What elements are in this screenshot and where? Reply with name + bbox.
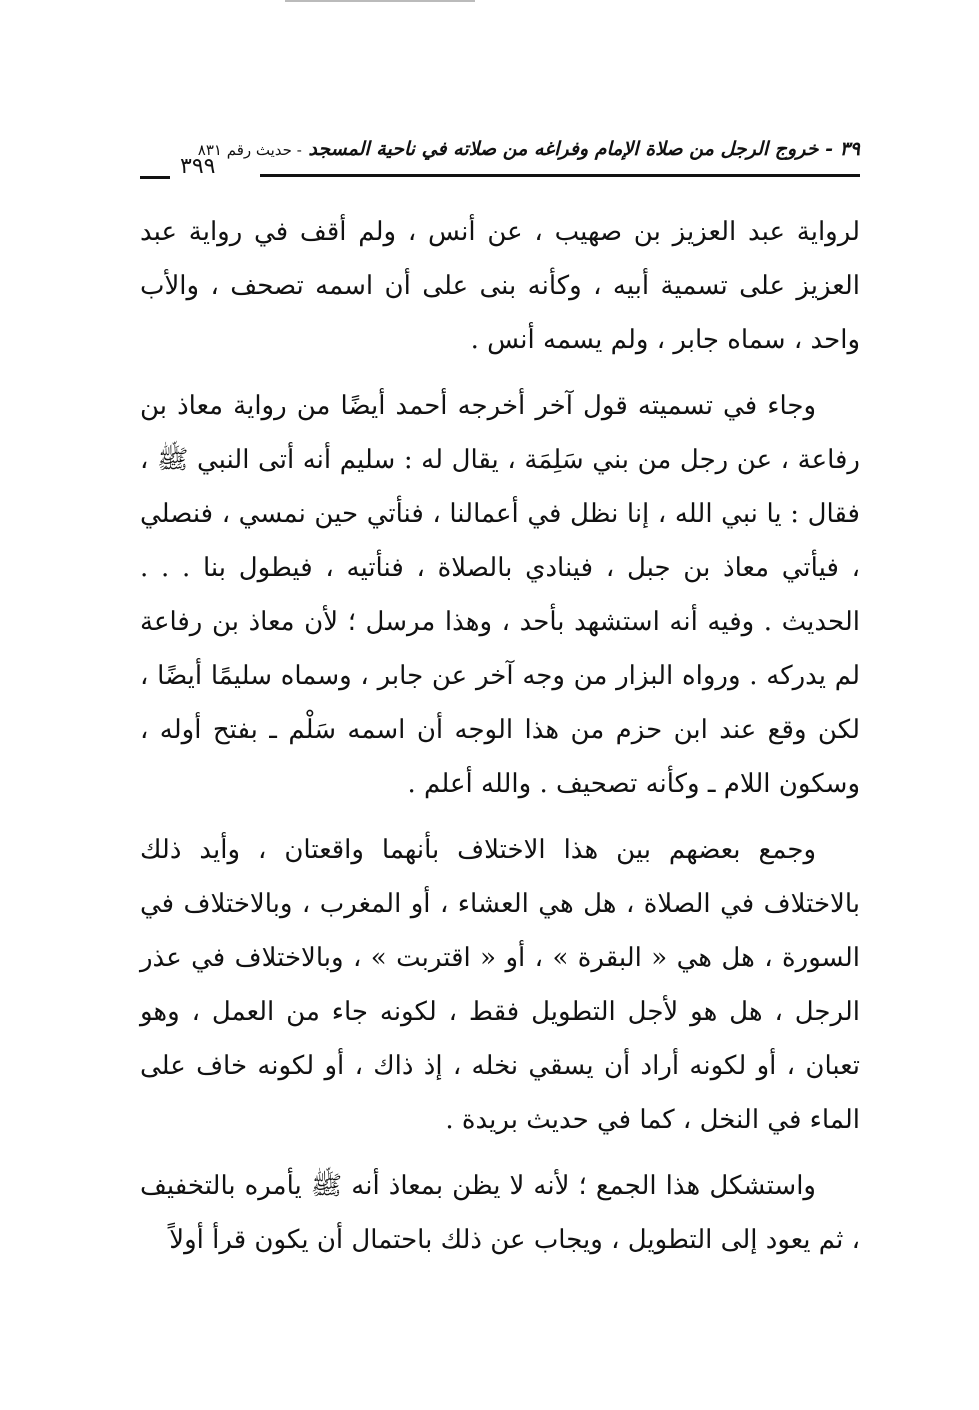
page-number: ٣٩٩	[180, 154, 216, 179]
paragraph-1: لرواية عبد العزيز بن صهيب ، عن أنس ، ولم أقف في رواية عبد العزيز على تسمية أبيه ، وكأنه بنى على أن اسمه تصحف ، والأب واحد ، سماه جابر ، ولم يسمه أنس .	[140, 217, 860, 355]
page-number-dash	[140, 176, 170, 179]
hadith-reference: - حديث رقم ٨٣١	[197, 141, 302, 159]
paragraph-3: وجمع بعضهم بين هذا الاختلاف بأنهما واقعتان ، وأيد ذلك بالاختلاف في الصلاة ، هل هي العشاء ، أو المغرب ، وبالاختلاف في السورة ، هل هي « البقرة » ، أو « اقتربت » ، وبالاختلاف في عذر الرجل ، هل هو لأجل التطويل فقط ، لكونه جاء من العمل ، وهو تعبان ، أو لكونه أراد أن يسقي نخله ، إذ ذاك ، أو لكونه خاف على الماء في النخل ، كما في حديث بريدة .	[140, 835, 860, 1135]
body-text	[140, 205, 860, 1279]
running-title	[198, 138, 860, 160]
paragraph-2: وجاء في تسميته قول آخر أخرجه أحمد أيضًا من رواية معاذ بن رفاعة ، عن رجل من بني سَلِمَة ، يقال له : سليم أنه أتى النبي ﷺ ، فقال : يا نبي الله ، إنا نظل في أعمالنا ، فنأتي حين نمسي ، فنصلي ، فيأتي معاذ بن جبل ، فينادي بالصلاة ، فنأتيه ، فيطول بنا . . . الحديث . وفيه أنه استشهد بأحد ، وهذا مرسل ؛ لأن معاذ بن رفاعة لم يدركه . ورواه البزار من وجه آخر عن جابر ، وسماه سليمًا أيضًا ، لكن وقع عند ابن حزم من هذا الوجه أن اسمه سَلْم ـ بفتح أوله ، وسكون اللام ـ وكأنه تصحيف . والله أعلم .	[140, 391, 860, 799]
header-rule	[260, 174, 860, 177]
page-top-edge-mark	[285, 0, 475, 6]
paragraph-4: واستشكل هذا الجمع ؛ لأنه لا يظن بمعاذ أنه ﷺ يأمره بالتخفيف ، ثم يعود إلى التطويل ، ويجاب عن ذلك باحتمال أن يكون قرأ أولاً	[140, 1171, 860, 1255]
page-header	[140, 132, 860, 188]
chapter-title: ٣٩ - خروج الرجل من صلاة الإمام وفراغه من صلاته في ناحية المسجد	[308, 138, 860, 160]
